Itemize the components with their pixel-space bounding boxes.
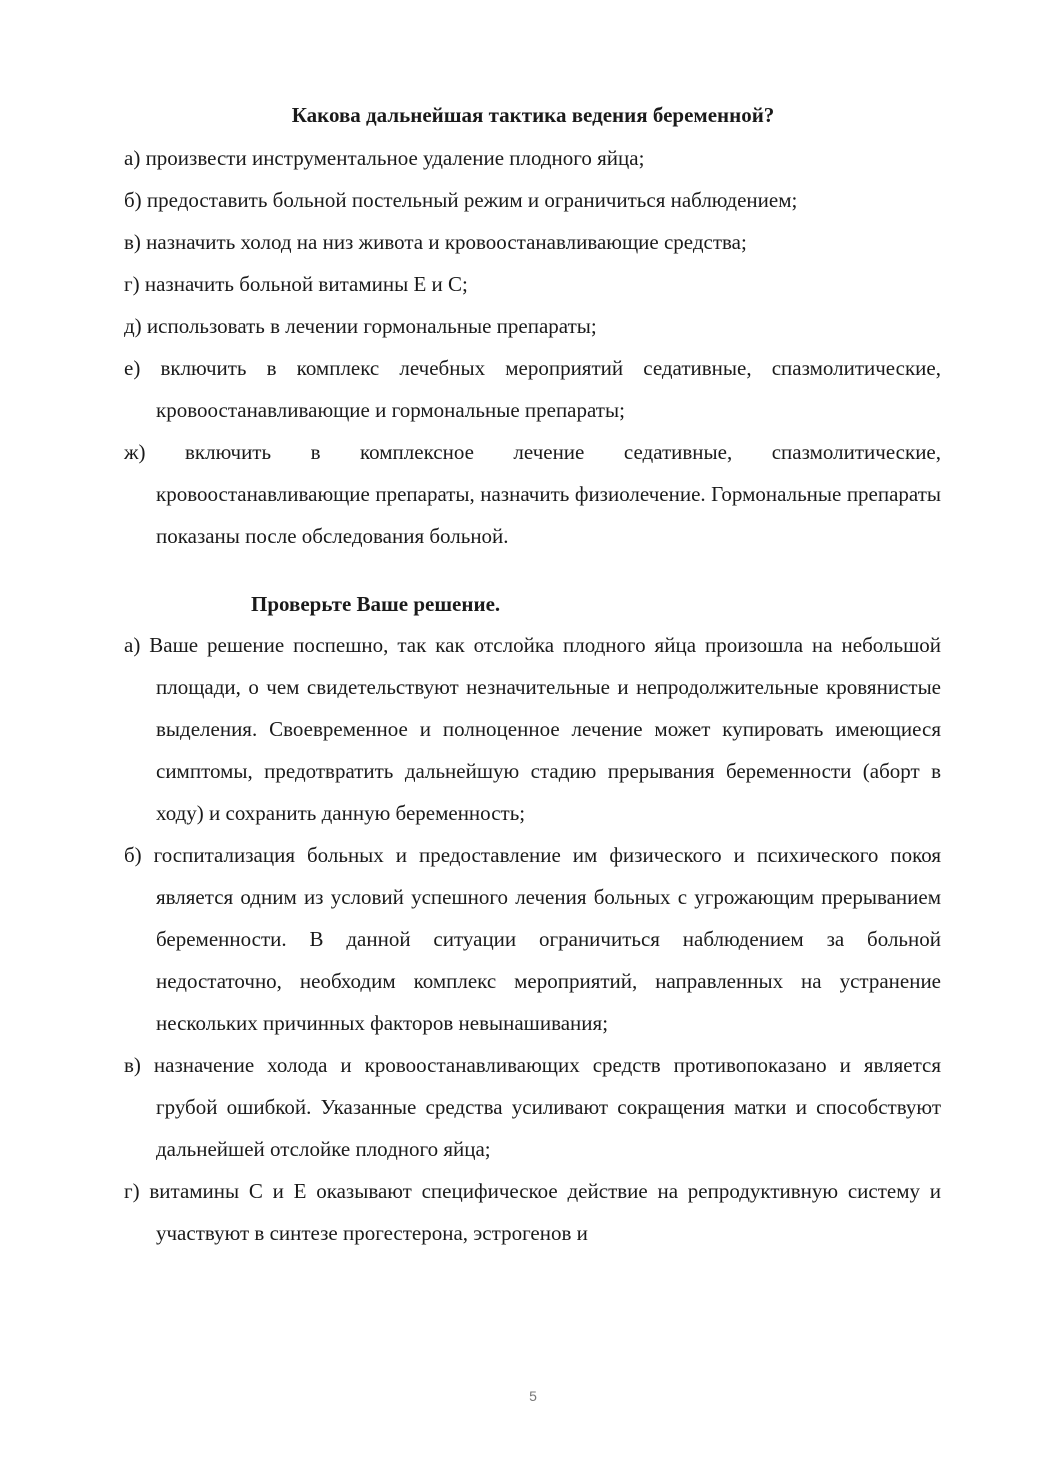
- option-a: а) произвести инструментальное удаление плодного яйца;: [124, 146, 645, 170]
- option-b: б) предоставить больной постельный режим и ограничиться наблюдением;: [124, 188, 798, 212]
- option-e: е) включить в комплекс лечебных мероприятий седативные, спазмолитические, кровоостанавливающие и гормональные препараты;: [124, 356, 941, 422]
- answer-g: г) витамины С и Е оказывают специфическое действие на репродуктивную систему и участвуют в синтезе прогестерона, эстрогенов и: [124, 1179, 941, 1245]
- answer-v: в) назначение холода и кровоостанавливающих средств противопоказано и является грубой ошибкой. Указанные средства усиливают сокращения матки и способствуют дальнейшей отслойке плодного яйца;: [124, 1053, 941, 1161]
- question-title: Какова дальнейшая тактика ведения беременной?: [291, 103, 775, 127]
- option-g: г) назначить больной витамины Е и С;: [124, 272, 468, 296]
- page-number: 5: [529, 1388, 537, 1404]
- answers-title: Проверьте Ваше решение.: [251, 592, 501, 616]
- answer-a: а) Ваше решение поспешно, так как отслойка плодного яйца произошла на небольшой площади, о чем свидетельствуют незначительные и непродолжительные кровянистые выделения. Своевременное и полноценное лечение может купировать имеющиеся симптомы, предотвратить дальнейшую стадию прерывания беременности (аборт в ходу) и сохранить данную беременность;: [124, 633, 941, 825]
- options-list: [124, 137, 941, 557]
- answer-b: б) госпитализация больных и предоставление им физического и психического покоя является одним из условий успешного лечения больных с угрожающим прерыванием беременности. В данной ситуации ограничиться наблюдением за больной недостаточно, необходим комплекс мероприятий, направленных на устранение нескольких причинных факторов невынашивания;: [124, 843, 941, 1035]
- answers-list: [124, 624, 941, 1254]
- option-zh: ж) включить в комплексное лечение седативные, спазмолитические, кровоостанавливающие препараты, назначить физиолечение. Гормональные препараты показаны после обследования больной.: [124, 440, 941, 548]
- option-d: д) использовать в лечении гормональные препараты;: [124, 314, 597, 338]
- option-v: в) назначить холод на низ живота и кровоостанавливающие средства;: [124, 230, 747, 254]
